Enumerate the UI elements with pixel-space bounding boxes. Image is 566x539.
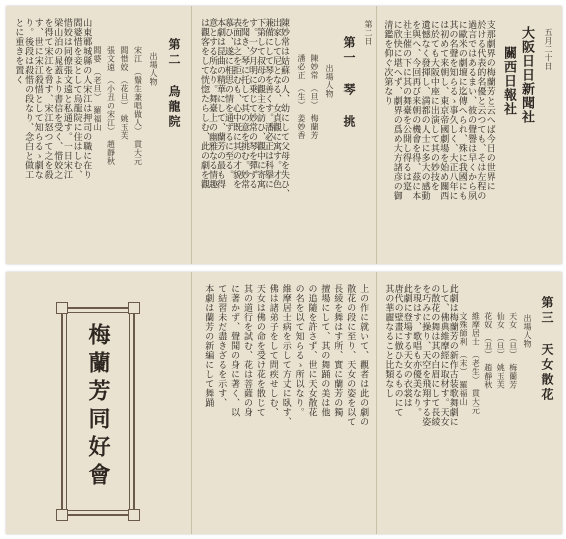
body-text-line: して、佛典維摩經に取材す。天女	[438, 284, 449, 427]
body-text-line: す。一夕月明に乗じて妙常の琴を彈ずる	[247, 18, 257, 189]
body-text-line: に著かず、聲聞の身に著く、以	[229, 284, 240, 417]
body-text-line: 長綾を舞はす所、實に蘭芳の獨	[332, 284, 343, 417]
body-text-line: に欣快に堪へず、劇界の爲め大方諸彦の御	[391, 20, 402, 201]
program-top-sheet	[6, 6, 562, 264]
cast-entry: 張文遠 （小丑の宋江） 趙靜秋	[106, 46, 116, 166]
body-text-line: に歐米の劇壇に迄傳へられ、殊に我國にも	[456, 20, 467, 201]
cast-list	[288, 54, 322, 174]
cast-header: 出場人物	[325, 64, 334, 98]
body-text-line: 清鑑を仰ぐ次第なり	[382, 20, 393, 106]
cover-frame	[61, 307, 135, 516]
cast-entry: 閻婆 （老旦） 羅福山	[93, 46, 102, 132]
fold-line	[191, 6, 192, 264]
program-bottom-sheet	[6, 272, 562, 534]
body-text-line: り。後段は殺惜の段なり、念白と做工	[23, 18, 34, 180]
body-text-line: を得て宋江を脅す、宋江怒つて之を殺	[42, 18, 53, 180]
body-text-line: 支那劇界の梅蘭芳と云へば今日の世界に	[484, 20, 495, 191]
body-text-line: の散花の舞は其の白眉にして長綾	[429, 284, 440, 427]
body-text-line: 本劇は蘭芳の新編にして舞踊	[203, 284, 214, 408]
cast-list	[458, 312, 520, 482]
body-text-line: 本劇は昆曲の精華にして、蘭芳の最も得	[215, 18, 225, 189]
body-text-line: を與へ、今回再び来朝の機會を得、茲に本	[410, 20, 421, 201]
cast-header: 出場人物	[523, 314, 532, 348]
body-text-line: は觀客をして恍惚たらしむ、此の劇を觀	[199, 18, 209, 189]
body-text-line: 山東鄆城縣の人宋江は押司の職に在り	[81, 18, 92, 180]
fold-line	[376, 6, 377, 264]
cast-entry: 天女 （旦） 梅蘭芳	[508, 312, 518, 389]
act-title: 第二 烏龍院	[167, 38, 181, 130]
fold-line	[191, 272, 192, 534]
day-label: 第二日	[364, 20, 373, 46]
body-text-line: 閻婆惜を妾として烏龍院に住はしむ、	[71, 18, 82, 180]
body-text-line: 擅場にして、其の舞踊の美は他	[319, 284, 330, 417]
body-text-line: の追隨を許さず、世に天女散花	[306, 284, 317, 417]
body-text-line: 上の作に就いて、觀者は此の劇の	[358, 284, 369, 427]
publisher-name-2: 關西日報社	[501, 46, 516, 116]
body-text-line: 此劇は梅蘭芳の新作古装歌舞劇に	[447, 284, 458, 427]
body-text-line: 佛は諸弟子をして問疾せしむ、	[267, 284, 278, 417]
body-text-line: 慕ひ、遂に相思の情を通ずるに至る。	[223, 18, 233, 180]
synopsis-body	[202, 284, 370, 524]
notice-body	[381, 20, 493, 252]
body-text-line: 唐代の壁畫に倣ひたるものにて	[392, 284, 403, 417]
cast-entry: 陳妙常 （旦） 梅蘭芳	[310, 54, 319, 140]
body-text-line: とに重きを置く	[13, 18, 24, 85]
body-text-line: に於ても大阪中座に出演して其の妙技を	[428, 20, 439, 191]
body-text-line: 兼備にして琴を善くす。潘必正は科擧に	[263, 18, 273, 189]
publisher-name-1: 大阪日日新聞社	[519, 26, 534, 124]
body-text-line: 其の道行を試む、花は菩薩の身	[242, 284, 252, 417]
synopsis-body	[198, 18, 289, 254]
body-text-line: 天女は佛の命を受け花を散じて	[254, 284, 265, 417]
notice-date: 五月二十日	[544, 28, 553, 71]
body-text-line: を聞き、琴に托して其の意を挑む。妙常	[239, 18, 249, 189]
body-text-line: 其の華麗なること比類なし	[383, 284, 394, 398]
act-title: 第一 琴 挑	[342, 36, 356, 130]
frame-corner-ornament	[128, 302, 140, 314]
body-text-line: は初めて来朝し、東京帝國劇場を始め關西	[438, 20, 449, 201]
cast-entry: 文殊師利 （末） 羅福山	[459, 312, 468, 406]
body-text-line: 散花の段に至り、天女の姿を以て	[345, 284, 356, 427]
cast-list	[92, 46, 146, 216]
cast-entry: 宋江 （鬚生兼唱做人） 貫大元	[133, 46, 143, 166]
synopsis-body	[382, 284, 456, 524]
body-text-line: を巧みに操り、天空を飛翔する姿	[420, 284, 431, 427]
body-text-line: 於ける代表的名優と云つても、そは左程の	[475, 20, 486, 201]
frame-corner-ornament	[56, 509, 68, 521]
body-text-line: 意とする所なり。舞臺上の幽雅なる情趣	[207, 18, 217, 189]
synopsis-body	[12, 18, 90, 254]
body-text-line: 維摩居士病を示して方丈に臥す、	[280, 284, 291, 427]
body-text-line: 遺憾なく發揮し、満都の人士に多大の感動	[419, 20, 430, 201]
cast-entry: 閻惜姣 （花旦） 姚玉芙	[120, 46, 129, 140]
cast-entry: 仙女 （旦） 姚玉芙	[496, 312, 506, 389]
body-text-line: 梁山泊の晁蓋より書信を受く、惜姣之	[52, 18, 63, 180]
cast-header: 出場人物	[149, 52, 158, 86]
cast-entry: 花奴 （丑） 趙靜秋	[483, 312, 493, 389]
cast-entry: 維摩居士 （老生） 貫大元	[471, 312, 481, 415]
body-text-line: 惜姣は同僚張文遠と私通す。一日宋江	[61, 18, 72, 180]
body-text-line: 下第して叔母の觀主を訪ひ、觀中に寄寓	[255, 18, 265, 189]
frame-corner-ornament	[128, 509, 140, 521]
body-text-line: 陳妙常は姑蘇の人、幼にして父母を失ひ、	[279, 18, 289, 199]
body-text-line: 出家して尼となる、女貞觀に寓す。才色	[271, 18, 281, 189]
cast-entry: 潘必正 （生） 姜妙香	[297, 54, 306, 140]
body-text-line: 其の名聲を知らるゝ事久しく、大正八年に	[447, 20, 458, 201]
act-title: 第三 天女散花	[540, 296, 554, 403]
body-text-line: 社主催の下に其の舞臺を公開し得るは寔	[401, 20, 411, 191]
body-text-line: す、世に宋江殺惜として知らるゝ劇な	[32, 18, 43, 180]
body-text-line: 此劇に登場する天女の衣裳は	[401, 284, 412, 408]
frame-corner-ornament	[56, 302, 68, 314]
body-text-line: を現はす、歌唱も亦優美なり。	[411, 284, 421, 417]
cover-title: 梅蘭芳同好會	[85, 323, 111, 491]
body-text-line: 表面は之を拒むも、心中既に其の才貌を	[231, 18, 241, 189]
fold-line	[376, 272, 377, 534]
body-text-line: 過言ではあるまい、彼の聲譽は早くから夙	[466, 20, 477, 201]
body-text-line: の名を以て知らるゝ所以なり。	[293, 284, 304, 417]
body-text-line: て結習未だ盡きざるを示す、	[216, 284, 227, 408]
